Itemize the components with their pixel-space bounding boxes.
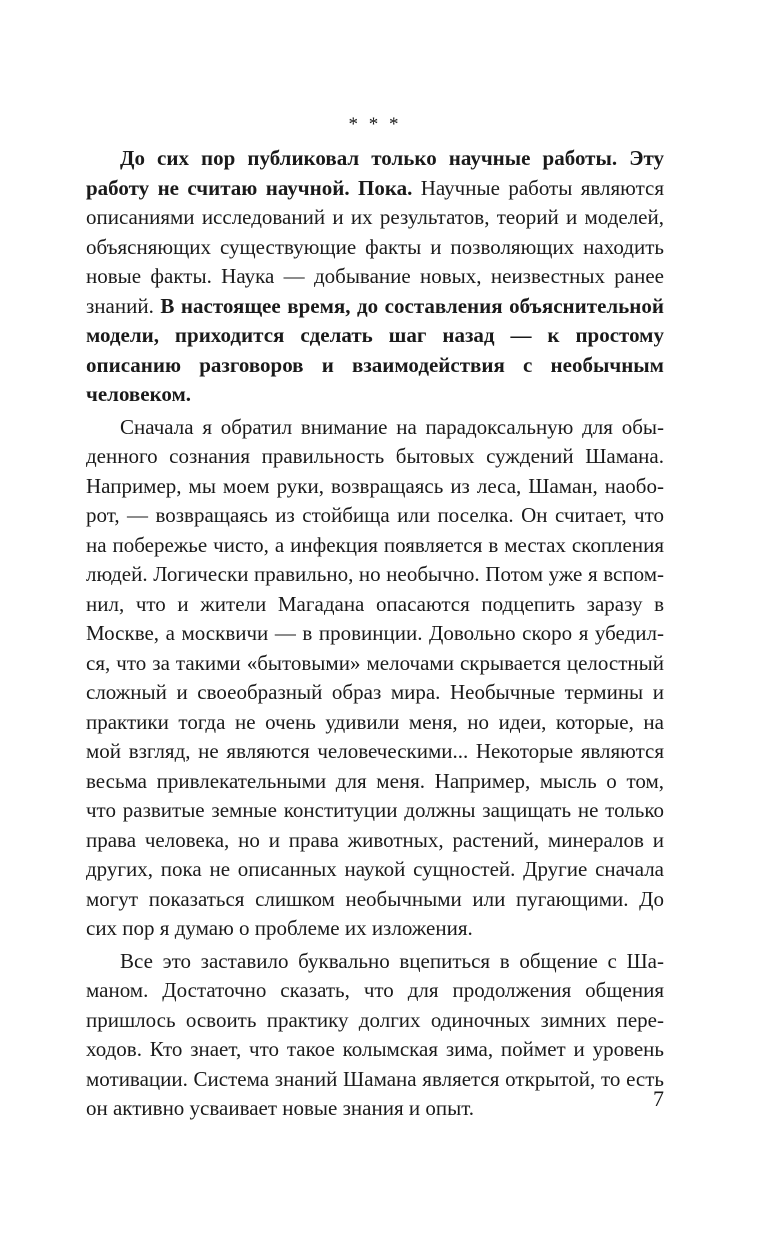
page-number: 7 [653, 1086, 664, 1111]
paragraph-shaman-judgments-text: Сначала я обратил внимание на парадоксальную для обыденного сознания правильность бытовых суждений Шамана. Например, мы моем руки, возвращаясь из леса, Шаман, наоборот, — возвращаясь из стойбища или поселка. Он считает, что на побережье чисто, а инфекция появляется в местах скопления людей. Логически правильно, но необычно. Потом уже я вспомнил, что и жители Магадана опасаются подцепить заразу в Москве, а москвичи — в провинции. Довольно скоро я убедился, что за такими «бытовыми» мелочами скрывается целостный сложный и своеобразный образ мира. Необычные термины и практики тогда не очень удивили меня, но идеи, которые, на мой взгляд, не являются человеческими... Некоторые являются весьма привлекательными для меня. Например, мысль о том, что развитые земные конституции должны защищать не только права человека, но и права животных, растений, минералов и других, пока не описанных наукой сущностей. Другие сначала могут показаться слишком необычными или пугающими. До сих пор я думаю о проблеме их изложения. [86, 414, 664, 940]
intro-bold-statement: До сих пор публиковал только научные работы. Эту работу не считаю научной. Пока. [86, 146, 664, 200]
paragraph-motivation-text: Все это заставило буквально вцепиться в общение с Шаманом. Достаточно сказать, что для продолжения общения пришлось освоить практику долгих одиночных зимних переходов. Кто знает, что такое колымская зима, поймет и уровень мотивации. Система знаний Шамана является открытой, то есть он активно усваивает новые знания и опыт. [86, 948, 664, 1120]
intro-science-definition: Научные работы являются описаниями исследований и их результатов, теорий и моделей, объясняющих существующие факты и позволяющих находить новые факты. Наука — добывание новых, неизвестных ранее знаний. [86, 175, 664, 318]
page-body [86, 112, 664, 1124]
paragraph-shaman-judgments [86, 413, 664, 944]
paragraph-motivation [86, 947, 664, 1124]
section-separator: * * * [348, 114, 402, 135]
intro-bold-conclusion: В настоящее время, до составления объяснительной модели, приходится сделать шаг назад — к простому описанию разговоров и взаимодействия с необычным человеком. [86, 293, 664, 406]
paragraph-intro [86, 144, 664, 410]
